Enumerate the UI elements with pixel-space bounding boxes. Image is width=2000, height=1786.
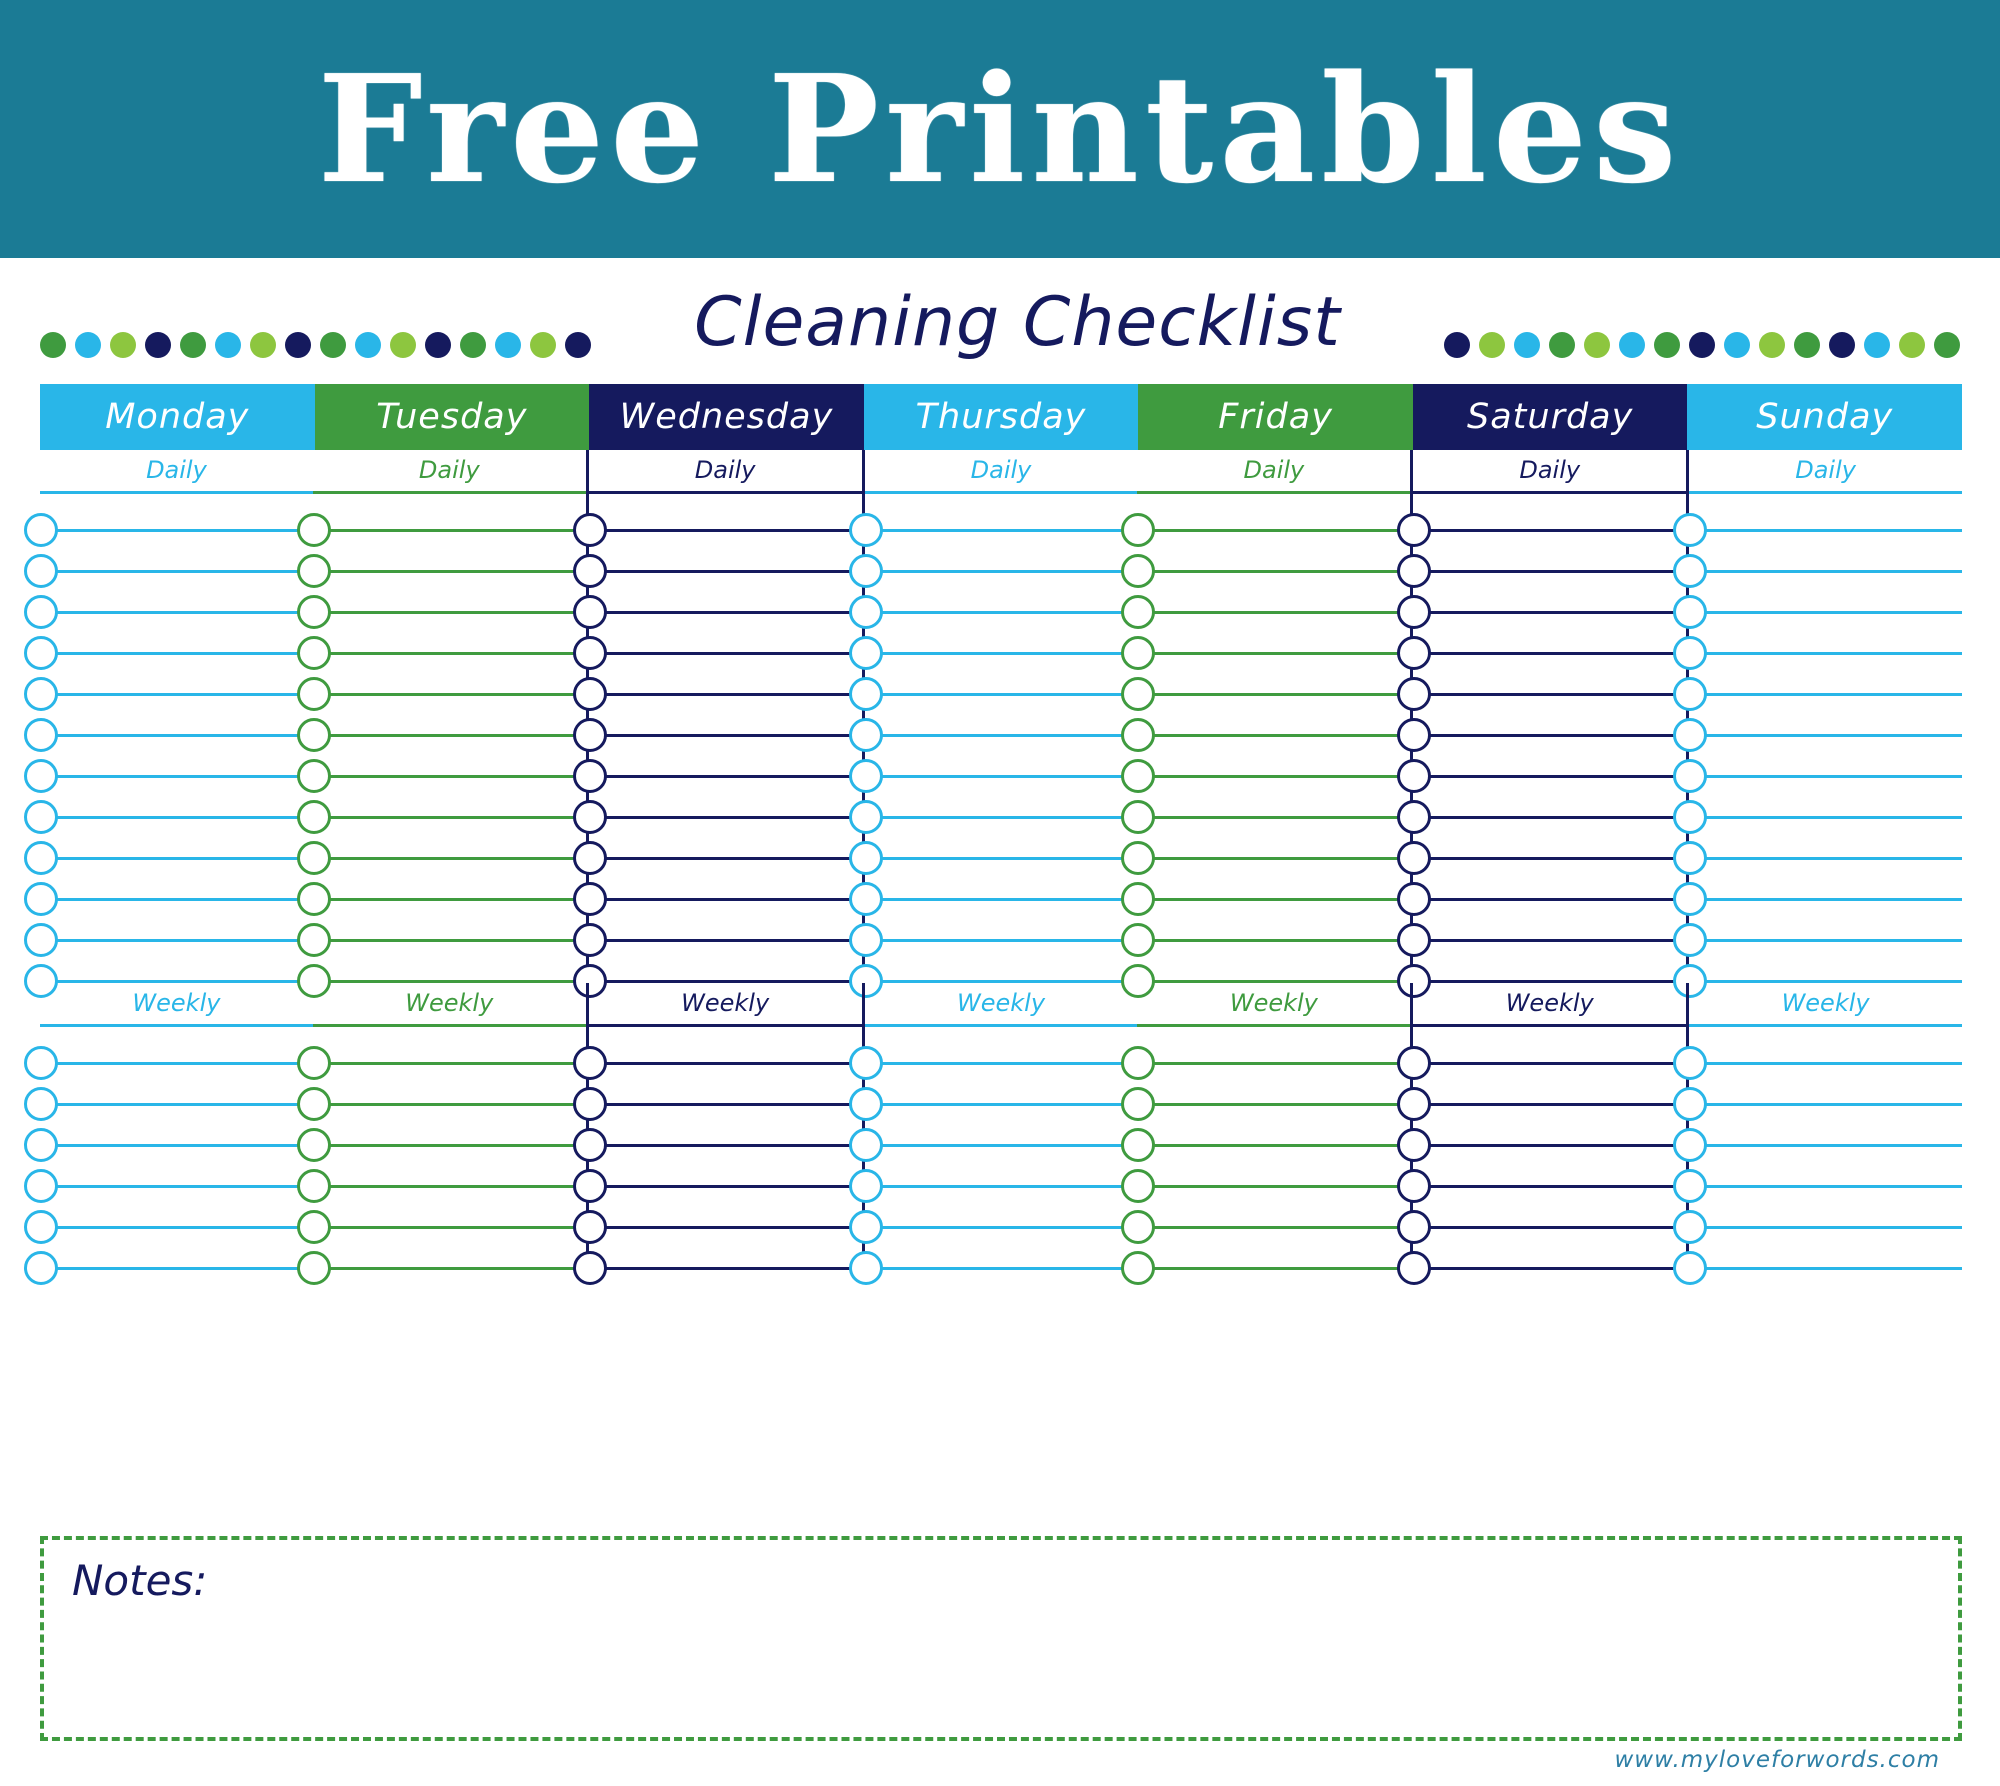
weekly-row[interactable]	[1413, 1065, 1686, 1106]
notes-box[interactable]	[40, 1536, 1962, 1741]
daily-row[interactable]	[1137, 778, 1410, 819]
weekly-lines	[313, 1024, 586, 1270]
decorative-dot	[1864, 332, 1890, 358]
daily-row[interactable]	[313, 614, 586, 655]
daily-row[interactable]	[1137, 614, 1410, 655]
decorative-dot	[1829, 332, 1855, 358]
weekly-label: Weekly	[681, 989, 770, 1017]
decorative-dot	[110, 332, 136, 358]
decorative-dot	[215, 332, 241, 358]
decorative-dot	[495, 332, 521, 358]
weekly-row[interactable]	[40, 1229, 313, 1270]
decorative-dot	[250, 332, 276, 358]
weekly-lines	[865, 1024, 1138, 1270]
daily-label: Daily	[1795, 456, 1856, 484]
daily-row[interactable]	[313, 737, 586, 778]
daily-row[interactable]	[589, 573, 862, 614]
page-title: Free Printables	[317, 42, 1683, 216]
weekly-row[interactable]	[1413, 1147, 1686, 1188]
daily-row[interactable]	[1689, 491, 1962, 532]
daily-row[interactable]	[589, 491, 862, 532]
daily-row[interactable]	[40, 737, 313, 778]
daily-row[interactable]	[1689, 819, 1962, 860]
weekly-lines	[40, 1024, 313, 1270]
daily-row[interactable]	[865, 901, 1138, 942]
daily-row[interactable]	[1137, 573, 1410, 614]
daily-row[interactable]	[865, 696, 1138, 737]
daily-lines	[589, 491, 862, 983]
decorative-dot	[1514, 332, 1540, 358]
weekly-label: Weekly	[1505, 989, 1594, 1017]
daily-row[interactable]	[313, 532, 586, 573]
daily-row[interactable]	[40, 614, 313, 655]
weekly-section	[40, 983, 1962, 1270]
weekly-row[interactable]	[1689, 1188, 1962, 1229]
daily-lines	[1413, 491, 1686, 983]
weekly-column-sunday	[1689, 983, 1962, 1270]
daily-row[interactable]	[1137, 491, 1410, 532]
weekly-column-saturday	[1410, 983, 1689, 1270]
checklist-sheet	[0, 258, 2000, 1786]
daily-row[interactable]	[313, 573, 586, 614]
weekly-row[interactable]	[40, 1065, 313, 1106]
weekly-row[interactable]	[865, 1188, 1138, 1229]
daily-row[interactable]	[313, 778, 586, 819]
checkbox-circle-icon[interactable]	[1121, 1251, 1155, 1285]
weekly-row[interactable]	[313, 1229, 586, 1270]
decorative-dot	[530, 332, 556, 358]
checkbox-circle-icon[interactable]	[849, 1251, 883, 1285]
daily-row[interactable]	[589, 901, 862, 942]
weekly-row[interactable]	[1413, 1106, 1686, 1147]
daily-row[interactable]	[40, 901, 313, 942]
weekly-row[interactable]	[865, 1024, 1138, 1065]
daily-label: Daily	[1243, 456, 1305, 484]
weekly-row[interactable]	[40, 1188, 313, 1229]
daily-row[interactable]	[1137, 696, 1410, 737]
daily-row[interactable]	[865, 778, 1138, 819]
daily-row[interactable]	[865, 819, 1138, 860]
daily-label: Daily	[418, 456, 480, 484]
weekly-lines	[1137, 1024, 1410, 1270]
weekly-column-tuesday	[313, 983, 586, 1270]
day-header-monday: Monday	[40, 384, 315, 450]
weekly-row[interactable]	[1137, 1106, 1410, 1147]
daily-row[interactable]	[1689, 614, 1962, 655]
daily-row[interactable]	[1137, 655, 1410, 696]
daily-lines	[865, 491, 1138, 983]
daily-column-thursday	[865, 450, 1138, 983]
daily-row[interactable]	[1689, 860, 1962, 901]
daily-row[interactable]	[313, 901, 586, 942]
weekly-row[interactable]	[589, 1065, 862, 1106]
decorative-dot	[75, 332, 101, 358]
notes-label: Notes:	[72, 1556, 208, 1605]
daily-row[interactable]	[589, 655, 862, 696]
daily-row[interactable]	[865, 737, 1138, 778]
daily-column-tuesday	[313, 450, 586, 983]
daily-row[interactable]	[1689, 901, 1962, 942]
weekly-row[interactable]	[313, 1065, 586, 1106]
day-header-sunday: Sunday	[1687, 384, 1962, 450]
weekly-row[interactable]	[1137, 1024, 1410, 1065]
daily-row[interactable]	[865, 860, 1138, 901]
page-banner	[0, 0, 2000, 258]
daily-label: Daily	[146, 456, 207, 484]
daily-row[interactable]	[1137, 901, 1410, 942]
daily-column-wednesday	[586, 450, 865, 983]
checkbox-circle-icon[interactable]	[1673, 1251, 1707, 1285]
daily-row[interactable]	[1689, 532, 1962, 573]
weekly-row[interactable]	[589, 1229, 862, 1270]
daily-row[interactable]	[1413, 614, 1686, 655]
daily-row[interactable]	[589, 819, 862, 860]
daily-row[interactable]	[40, 819, 313, 860]
weekly-row[interactable]	[865, 1106, 1138, 1147]
decorative-dot	[565, 332, 591, 358]
daily-row[interactable]	[589, 860, 862, 901]
daily-label: Daily	[970, 456, 1032, 484]
checkbox-circle-icon[interactable]	[1397, 1251, 1431, 1285]
daily-row[interactable]	[1413, 819, 1686, 860]
daily-row[interactable]	[1137, 942, 1410, 983]
daily-row[interactable]	[1689, 696, 1962, 737]
checklist-grid	[40, 384, 1962, 1270]
weekly-label: Weekly	[132, 989, 221, 1017]
day-header-thursday: Thursday	[864, 384, 1139, 450]
checklist-title-row	[40, 272, 1960, 382]
daily-row[interactable]	[1413, 655, 1686, 696]
daily-row[interactable]	[1689, 655, 1962, 696]
daily-row[interactable]	[589, 614, 862, 655]
weekly-row[interactable]	[40, 1147, 313, 1188]
daily-row[interactable]	[313, 819, 586, 860]
daily-row[interactable]	[313, 860, 586, 901]
daily-label: Daily	[694, 456, 756, 484]
weekly-row[interactable]	[865, 1147, 1138, 1188]
daily-row[interactable]	[1413, 860, 1686, 901]
decorative-dot	[145, 332, 171, 358]
daily-row[interactable]	[40, 532, 313, 573]
daily-row[interactable]	[865, 532, 1138, 573]
day-header-tuesday: Tuesday	[315, 384, 590, 450]
daily-row[interactable]	[1689, 778, 1962, 819]
weekly-label: Weekly	[405, 989, 494, 1017]
daily-row[interactable]	[1689, 737, 1962, 778]
checkbox-circle-icon[interactable]	[24, 1251, 58, 1285]
decorative-dot	[1654, 332, 1680, 358]
decorative-dot	[1444, 332, 1470, 358]
daily-row[interactable]	[1137, 737, 1410, 778]
daily-row[interactable]	[1413, 942, 1686, 983]
weekly-row[interactable]	[1137, 1229, 1410, 1270]
decorative-dot	[1759, 332, 1785, 358]
daily-row[interactable]	[1689, 942, 1962, 983]
decorative-dots-left	[40, 296, 591, 358]
daily-row[interactable]	[40, 942, 313, 983]
weekly-column-wednesday	[586, 983, 865, 1270]
daily-row[interactable]	[40, 491, 313, 532]
daily-row[interactable]	[865, 655, 1138, 696]
weekly-row[interactable]	[589, 1147, 862, 1188]
daily-row[interactable]	[865, 942, 1138, 983]
checklist-title: Cleaning Checklist	[694, 282, 1341, 362]
decorative-dot	[1794, 332, 1820, 358]
daily-label: Daily	[1519, 456, 1581, 484]
decorative-dot	[320, 332, 346, 358]
decorative-dot	[285, 332, 311, 358]
daily-lines	[313, 491, 586, 983]
decorative-dot	[1724, 332, 1750, 358]
daily-row[interactable]	[313, 696, 586, 737]
weekly-column-thursday	[865, 983, 1138, 1270]
daily-row[interactable]	[40, 573, 313, 614]
weekly-row[interactable]	[1413, 1024, 1686, 1065]
daily-row[interactable]	[313, 655, 586, 696]
daily-row[interactable]	[1137, 532, 1410, 573]
weekly-row[interactable]	[313, 1024, 586, 1065]
weekly-row[interactable]	[589, 1106, 862, 1147]
daily-row[interactable]	[1413, 778, 1686, 819]
daily-row[interactable]	[313, 942, 586, 983]
weekly-row[interactable]	[1689, 1147, 1962, 1188]
weekly-row[interactable]	[1137, 1147, 1410, 1188]
weekly-row[interactable]	[313, 1188, 586, 1229]
daily-row[interactable]	[1413, 573, 1686, 614]
checkbox-circle-icon[interactable]	[297, 1251, 331, 1285]
daily-row[interactable]	[1413, 737, 1686, 778]
day-header-saturday: Saturday	[1413, 384, 1688, 450]
weekly-row[interactable]	[40, 1106, 313, 1147]
weekly-lines	[1413, 1024, 1686, 1270]
weekly-row[interactable]	[1689, 1106, 1962, 1147]
daily-row[interactable]	[40, 696, 313, 737]
decorative-dots-right	[1444, 296, 1960, 358]
daily-row[interactable]	[589, 778, 862, 819]
weekly-lines	[589, 1024, 862, 1270]
weekly-row[interactable]	[40, 1024, 313, 1065]
decorative-dot	[1934, 332, 1960, 358]
decorative-dot	[1549, 332, 1575, 358]
daily-row[interactable]	[589, 737, 862, 778]
weekly-row[interactable]	[1689, 1065, 1962, 1106]
weekly-column-monday	[40, 983, 313, 1270]
weekly-row[interactable]	[1689, 1229, 1962, 1270]
weekly-row[interactable]	[313, 1147, 586, 1188]
daily-row[interactable]	[589, 942, 862, 983]
daily-lines	[40, 491, 313, 983]
decorative-dot	[1619, 332, 1645, 358]
weekly-row[interactable]	[589, 1188, 862, 1229]
weekly-row[interactable]	[865, 1065, 1138, 1106]
daily-row[interactable]	[1413, 696, 1686, 737]
weekly-row[interactable]	[589, 1024, 862, 1065]
daily-row[interactable]	[865, 614, 1138, 655]
daily-column-friday	[1137, 450, 1410, 983]
daily-row[interactable]	[1413, 901, 1686, 942]
daily-lines	[1689, 491, 1962, 983]
decorative-dot	[1479, 332, 1505, 358]
daily-row[interactable]	[40, 860, 313, 901]
daily-row[interactable]	[589, 696, 862, 737]
daily-row[interactable]	[865, 491, 1138, 532]
weekly-label: Weekly	[956, 989, 1046, 1017]
weekly-label: Weekly	[1781, 989, 1870, 1017]
weekly-lines	[1689, 1024, 1962, 1270]
site-url: www.myloveforwords.com	[1614, 1747, 1940, 1773]
daily-row[interactable]	[1137, 860, 1410, 901]
weekly-row[interactable]	[1413, 1188, 1686, 1229]
day-header-friday: Friday	[1138, 384, 1413, 450]
daily-row[interactable]	[865, 573, 1138, 614]
daily-section	[40, 450, 1962, 983]
decorative-dot	[1899, 332, 1925, 358]
weekly-row[interactable]	[865, 1229, 1138, 1270]
decorative-dot	[1689, 332, 1715, 358]
decorative-dot	[40, 332, 66, 358]
weekly-label: Weekly	[1229, 989, 1318, 1017]
daily-row[interactable]	[40, 778, 313, 819]
weekly-row[interactable]	[1689, 1024, 1962, 1065]
daily-lines	[1137, 491, 1410, 983]
daily-row[interactable]	[1413, 532, 1686, 573]
checkbox-circle-icon[interactable]	[573, 1251, 607, 1285]
decorative-dot	[1584, 332, 1610, 358]
daily-row[interactable]	[1413, 491, 1686, 532]
daily-row[interactable]	[1689, 573, 1962, 614]
day-header-row	[40, 384, 1962, 450]
decorative-dot	[390, 332, 416, 358]
weekly-row[interactable]	[313, 1106, 586, 1147]
daily-row[interactable]	[1137, 819, 1410, 860]
weekly-column-friday	[1137, 983, 1410, 1270]
weekly-row[interactable]	[1137, 1188, 1410, 1229]
daily-column-sunday	[1689, 450, 1962, 983]
decorative-dot	[460, 332, 486, 358]
daily-row[interactable]	[313, 491, 586, 532]
daily-column-saturday	[1410, 450, 1689, 983]
daily-row[interactable]	[589, 532, 862, 573]
day-header-wednesday: Wednesday	[589, 384, 864, 450]
decorative-dot	[355, 332, 381, 358]
daily-column-monday	[40, 450, 313, 983]
weekly-row[interactable]	[1137, 1065, 1410, 1106]
weekly-row[interactable]	[1413, 1229, 1686, 1270]
decorative-dot	[425, 332, 451, 358]
daily-row[interactable]	[40, 655, 313, 696]
decorative-dot	[180, 332, 206, 358]
